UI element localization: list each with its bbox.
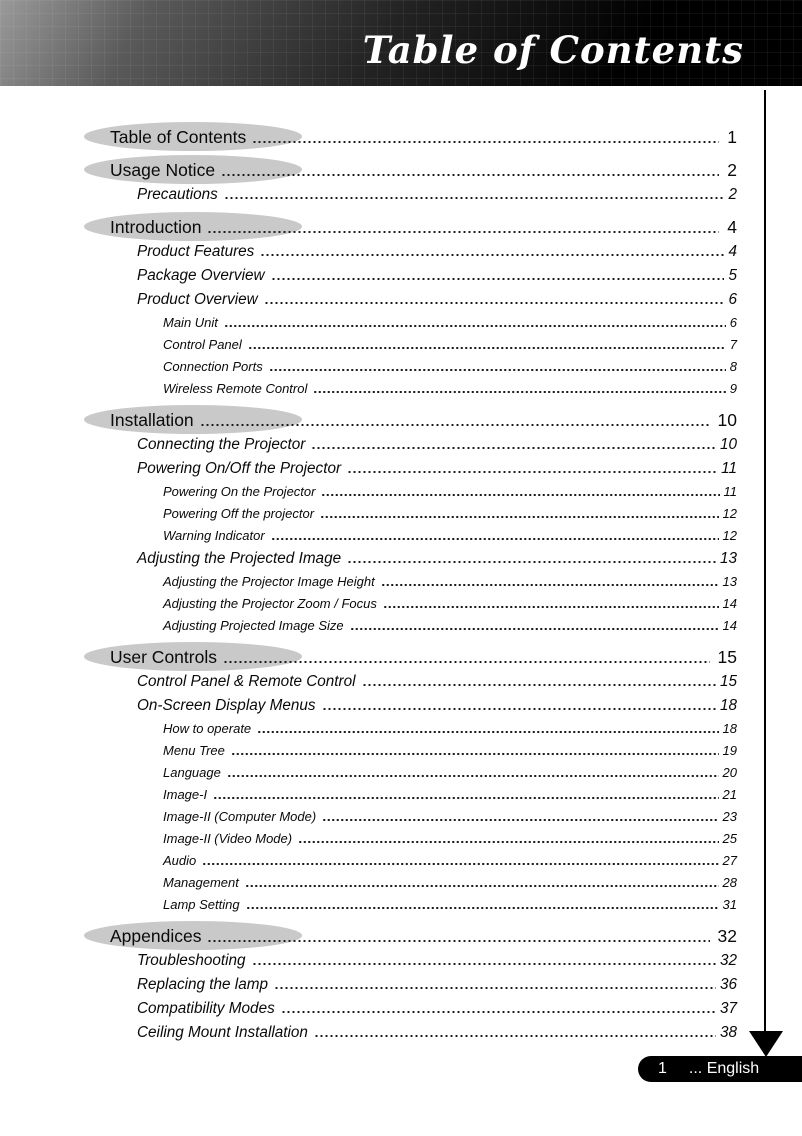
- toc-entry-page: 14: [722, 618, 737, 633]
- toc-entry: [0, 949, 737, 973]
- toc-entry-page: 6: [729, 315, 737, 330]
- toc-entry-page: 15: [719, 673, 737, 690]
- toc-entry-label: User Controls: [110, 647, 217, 667]
- toc-entry: [0, 378, 737, 400]
- toc-entry: [0, 784, 737, 806]
- toc-entry-label: Package Overview: [137, 267, 265, 284]
- toc-entry: [0, 356, 737, 378]
- toc-leader-dots: [245, 885, 719, 887]
- toc-leader-dots: [271, 538, 719, 540]
- toc-entry-label: Connection Ports: [163, 359, 263, 374]
- toc-entry-page: 7: [729, 337, 737, 352]
- toc-entry-page: 18: [722, 721, 737, 736]
- toc-entry: [0, 762, 737, 784]
- toc-entry: [0, 670, 737, 694]
- toc-entry-page: 12: [722, 528, 737, 543]
- toc-entry-label: Connecting the Projector: [137, 436, 306, 453]
- toc-entry-label: Audio: [163, 853, 197, 868]
- toc-leader-dots: [224, 197, 725, 199]
- toc-entry-label: Usage Notice: [110, 160, 216, 180]
- toc-entry-page: 19: [722, 743, 737, 758]
- toc-entry-label: Appendices: [110, 926, 202, 946]
- toc-entry-label: Adjusting the Projector Zoom / Focus: [163, 596, 377, 611]
- toc-entry-page: 18: [719, 697, 737, 714]
- toc-entry-page: 37: [719, 1000, 737, 1017]
- toc-entry: [0, 923, 737, 949]
- toc-entry: [0, 334, 737, 356]
- toc-entry: [0, 214, 737, 240]
- toc-entry-label: Product Overview: [137, 291, 258, 308]
- toc-leader-dots: [202, 863, 718, 865]
- toc-leader-dots: [223, 661, 710, 663]
- toc-entry: [0, 183, 737, 207]
- toc-entry-page: 13: [722, 574, 737, 589]
- toc-entry-page: 27: [722, 853, 737, 868]
- toc-leader-dots: [281, 1011, 716, 1013]
- toc-entry: [0, 593, 737, 615]
- toc-leader-dots: [260, 254, 724, 256]
- down-arrow-icon: [749, 1031, 783, 1057]
- toc-entry-label: Wireless Remote Control: [163, 381, 308, 396]
- toc-entry: [0, 433, 737, 457]
- toc-entry: [0, 718, 737, 740]
- toc-entry-page: 25: [722, 831, 737, 846]
- toc-entry: [0, 547, 737, 571]
- toc-entry-label: Menu Tree: [163, 743, 225, 758]
- toc-entry-page: 4: [727, 217, 737, 237]
- toc-entry-page: 20: [722, 765, 737, 780]
- toc-leader-dots: [252, 963, 716, 965]
- toc-entry-page: 9: [729, 381, 737, 396]
- toc-entry-page: 8: [729, 359, 737, 374]
- toc-entry: [0, 740, 737, 762]
- toc-entry: [0, 264, 737, 288]
- toc-entry: [0, 1021, 737, 1045]
- footer-language: ... English: [688, 1060, 760, 1077]
- toc-leader-dots: [347, 561, 716, 563]
- toc-leader-dots: [274, 987, 716, 989]
- toc-entry-label: Powering Off the projector: [163, 506, 315, 521]
- toc-leader-dots: [347, 471, 717, 473]
- toc-entry: [0, 694, 737, 718]
- toc-entry: [0, 457, 737, 481]
- toc-entry-label: Image-I: [163, 787, 208, 802]
- footer-page-number: 1: [658, 1060, 667, 1077]
- toc-entry-page: 15: [717, 647, 737, 667]
- toc-entry-page: 11: [721, 460, 737, 477]
- toc-leader-dots: [311, 447, 716, 449]
- toc-entry-label: Adjusting the Projector Image Height: [163, 574, 375, 589]
- toc-leader-dots: [252, 141, 719, 143]
- toc-leader-dots: [350, 628, 719, 630]
- toc-leader-dots: [207, 231, 719, 233]
- toc-entry-label: Image-II (Computer Mode): [163, 809, 317, 824]
- toc-leader-dots: [224, 325, 726, 327]
- toc-entry-label: Lamp Setting: [163, 897, 240, 912]
- toc-leader-dots: [213, 797, 718, 799]
- toc-entry-label: Control Panel: [163, 337, 242, 352]
- toc-entry: [0, 872, 737, 894]
- toc-entry: [0, 288, 737, 312]
- toc-leader-dots: [322, 708, 716, 710]
- toc-leader-dots: [322, 819, 718, 821]
- toc-leader-dots: [271, 278, 725, 280]
- toc-leader-dots: [383, 606, 719, 608]
- toc-entry-label: Ceiling Mount Installation: [137, 1024, 308, 1041]
- toc-leader-dots: [269, 369, 726, 371]
- toc-entry-page: 38: [719, 1024, 737, 1041]
- toc-entry-label: Main Unit: [163, 315, 218, 330]
- toc-entry-label: Control Panel & Remote Control: [137, 673, 356, 690]
- toc-entry-label: Introduction: [110, 217, 202, 237]
- toc-leader-dots: [207, 940, 709, 942]
- toc-entry-label: Warning Indicator: [163, 528, 265, 543]
- toc-entry-label: Management: [163, 875, 239, 890]
- toc-entry-page: 11: [723, 484, 737, 499]
- toc-entry-page: 31: [722, 897, 737, 912]
- page-title: Table of Contents: [362, 28, 744, 72]
- toc-leader-dots: [246, 907, 719, 909]
- toc-entry: [0, 124, 737, 150]
- toc-entry-label: Replacing the lamp: [137, 976, 268, 993]
- toc-entry-label: Adjusting the Projected Image: [137, 550, 342, 567]
- toc-entry-label: Adjusting Projected Image Size: [163, 618, 344, 633]
- toc-entry-label: Compatibility Modes: [137, 1000, 275, 1017]
- toc-entry-page: 14: [722, 596, 737, 611]
- toc-entry: [0, 312, 737, 334]
- toc-entry: [0, 894, 737, 916]
- toc-entry-page: 4: [728, 243, 737, 260]
- toc-entry-label: Product Features: [137, 243, 255, 260]
- toc-leader-dots: [200, 424, 710, 426]
- toc-leader-dots: [231, 753, 719, 755]
- toc-entry-label: Image-II (Video Mode): [163, 831, 293, 846]
- toc-entry: [0, 481, 737, 503]
- toc-leader-dots: [248, 347, 726, 349]
- page-header: [0, 0, 802, 86]
- toc-entry-label: Installation: [110, 410, 194, 430]
- toc-leader-dots: [257, 731, 718, 733]
- toc-entry-page: 1: [727, 127, 737, 147]
- toc-leader-dots: [381, 584, 719, 586]
- toc-leader-dots: [314, 1035, 716, 1037]
- toc-leader-dots: [221, 174, 719, 176]
- toc-entry: [0, 997, 737, 1021]
- toc-entry-page: 10: [719, 436, 737, 453]
- toc-entry-page: 21: [722, 787, 737, 802]
- toc-entry-label: Powering On/Off the Projector: [137, 460, 342, 477]
- toc-leader-dots: [298, 841, 718, 843]
- toc-entry-page: 2: [728, 186, 737, 203]
- toc-entry: [0, 850, 737, 872]
- toc-entry-label: Powering On the Projector: [163, 484, 316, 499]
- toc-entry: [0, 806, 737, 828]
- toc-entry-label: Table of Contents: [110, 127, 247, 147]
- toc-leader-dots: [264, 302, 725, 304]
- toc-entry-page: 32: [717, 926, 737, 946]
- toc-entry-page: 5: [728, 267, 737, 284]
- toc-entry-page: 10: [717, 410, 737, 430]
- toc-leader-dots: [321, 494, 719, 496]
- toc-entry-label: How to operate: [163, 721, 252, 736]
- toc-leader-dots: [313, 391, 725, 393]
- toc-entry-page: 6: [728, 291, 737, 308]
- toc-list: [0, 117, 737, 1045]
- footer-bar: [638, 1056, 802, 1082]
- toc-entry: [0, 644, 737, 670]
- toc-entry: [0, 525, 737, 547]
- toc-entry-label: Precautions: [137, 186, 218, 203]
- toc-entry: [0, 571, 737, 593]
- toc-entry-page: 13: [719, 550, 737, 567]
- margin-rule-line: [764, 90, 766, 1032]
- toc-entry-label: Language: [163, 765, 221, 780]
- toc-entry: [0, 615, 737, 637]
- toc-entry-page: 28: [722, 875, 737, 890]
- toc-leader-dots: [320, 516, 719, 518]
- toc-entry-page: 12: [722, 506, 737, 521]
- toc-entry-page: 23: [722, 809, 737, 824]
- toc-entry: [0, 157, 737, 183]
- toc-entry-page: 2: [727, 160, 737, 180]
- toc-entry-label: On-Screen Display Menus: [137, 697, 316, 714]
- toc-entry: [0, 240, 737, 264]
- toc-leader-dots: [227, 775, 719, 777]
- toc-entry: [0, 828, 737, 850]
- toc-entry-label: Troubleshooting: [137, 952, 246, 969]
- toc-entry: [0, 973, 737, 997]
- toc-entry: [0, 407, 737, 433]
- toc-leader-dots: [362, 684, 716, 686]
- toc-entry-page: 36: [719, 976, 737, 993]
- toc-entry-page: 32: [719, 952, 737, 969]
- toc-entry: [0, 503, 737, 525]
